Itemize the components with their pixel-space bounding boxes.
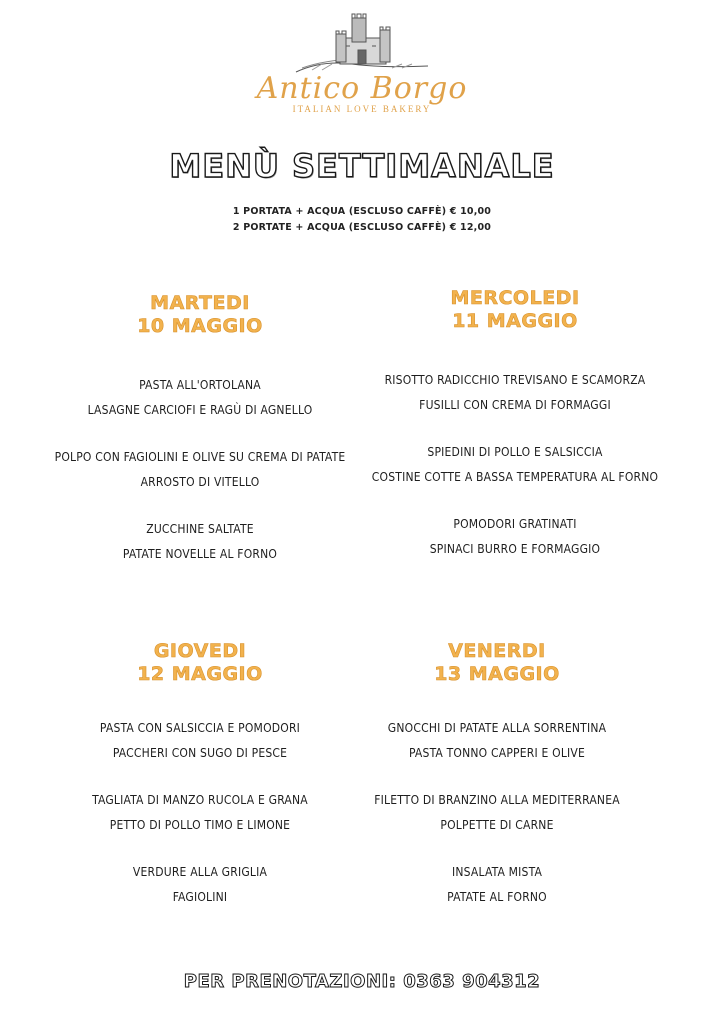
dish: SPINACI BURRO E FORMAGGIO	[429, 542, 601, 556]
dish: SPIEDINI DI POLLO E SALSICCIA	[427, 445, 603, 459]
page-title: MENÙ SETTIMANALE	[169, 147, 555, 185]
dish: COSTINE COTTE A BASSA TEMPERATURA AL FORNO	[371, 470, 659, 484]
day-name: GIOVEDI	[153, 640, 247, 662]
price-line: 2 PORTATE + ACQUA (ESCLUSO CAFFÈ) € 12,00	[232, 222, 492, 233]
day-block-mercoledi	[345, 287, 685, 584]
dish: POLPETTE DI CARNE	[440, 818, 554, 832]
dish: INSALATA MISTA	[451, 865, 543, 879]
day-date: 13 MAGGIO	[434, 663, 560, 685]
day-block-martedi	[30, 292, 370, 589]
dish: ARROSTO DI VITELLO	[140, 475, 260, 489]
dish: POMODORI GRATINATI	[453, 517, 577, 531]
dish: ZUCCHINE SALTATE	[146, 522, 254, 536]
dish: LASAGNE CARCIOFI E RAGÙ DI AGNELLO	[87, 403, 313, 417]
day-block-venerdi	[327, 640, 667, 932]
day-date: 12 MAGGIO	[137, 663, 263, 685]
dish: RISOTTO RADICCHIO TREVISANO E SCAMORZA	[384, 373, 646, 387]
dish: PATATE NOVELLE AL FORNO	[122, 547, 278, 561]
price-line: 1 PORTATA + ACQUA (ESCLUSO CAFFÈ) € 10,00	[232, 206, 492, 217]
dish: PACCHERI CON SUGO DI PESCE	[112, 746, 288, 760]
dish: FAGIOLINI	[172, 890, 228, 904]
day-name: VENERDI	[448, 640, 546, 662]
dish: FUSILLI CON CREMA DI FORMAGGI	[419, 398, 611, 412]
day-name: MERCOLEDI	[450, 287, 580, 309]
booking-phone: PER PRENOTAZIONI: 0363 904312	[183, 971, 541, 992]
dish: PASTA TONNO CAPPERI E OLIVE	[408, 746, 586, 760]
brand-name: Antico Borgo	[256, 71, 468, 106]
price-info	[0, 204, 724, 236]
day-name: MARTEDI	[150, 292, 250, 314]
dish: PASTA ALL'ORTOLANA	[139, 378, 261, 392]
brand-tagline: ITALIAN LOVE BAKERY	[292, 104, 432, 114]
dish: POLPO CON FAGIOLINI E OLIVE SU CREMA DI PATATE	[54, 450, 346, 464]
dish: TAGLIATA DI MANZO RUCOLA E GRANA	[92, 793, 308, 807]
dish: VERDURE ALLA GRIGLIA	[132, 865, 268, 879]
dish: GNOCCHI DI PATATE ALLA SORRENTINA	[387, 721, 607, 735]
dish: FILETTO DI BRANZINO ALLA MEDITERRANEA	[374, 793, 620, 807]
day-block-giovedi	[30, 640, 370, 932]
castle-icon	[292, 10, 432, 76]
day-date: 10 MAGGIO	[137, 315, 263, 337]
dish: PETTO DI POLLO TIMO E LIMONE	[109, 818, 291, 832]
day-date: 11 MAGGIO	[452, 310, 578, 332]
logo	[0, 10, 724, 114]
dish: PATATE AL FORNO	[447, 890, 547, 904]
dish: PASTA CON SALSICCIA E POMODORI	[99, 721, 301, 735]
